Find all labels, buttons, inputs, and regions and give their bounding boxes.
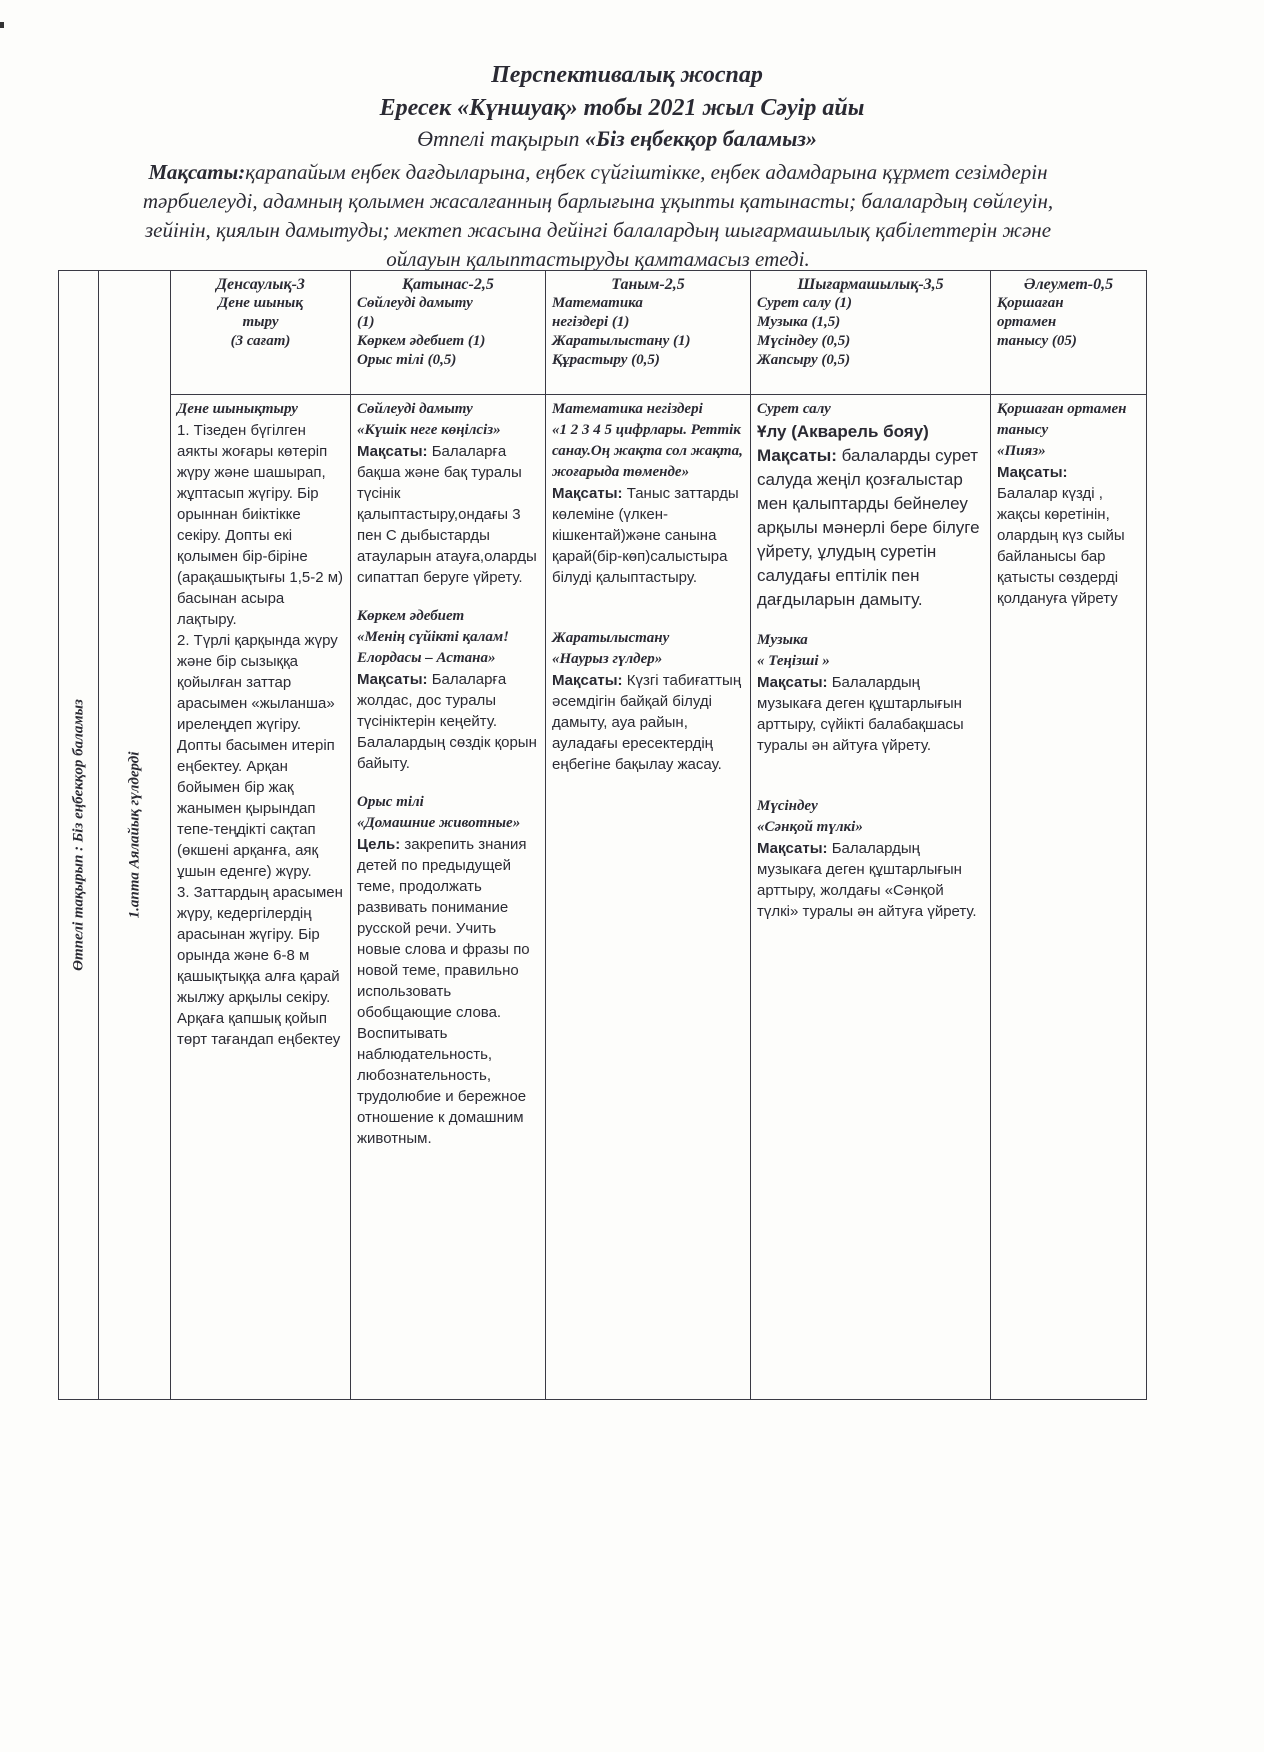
goal-label: Цель: [357,836,401,853]
goal-text: қарапайым еңбек дағдыларына, еңбек сүйгіштікке, еңбек адамдарына құрмет сезімдерін тәрбиелеуді, адамның қолымен жасалғанның барлығына ұқыпты қатынасты; балалардың сөйлеуін, зейінін, қиялын дамытуды; мектеп жасына дейінгі балалардың шығармашылық қабілеттерін және ойлауын қалыптастыруды қамтамасыз етеді. [142,160,1054,271]
goal-text: Балаларға бақша және бақ туралы түсінік қалыптастыру,ондағы 3 пен С дыбыстарды атауларын атауға,оларды сипаттап беруге үйрету. [357,443,537,586]
section-goal [997,462,1140,609]
goal-label: Мақсаты: [148,160,246,184]
section-goal [552,670,744,775]
section-title: «Пияз» [997,443,1046,459]
goal-text: Балалар күзді , жақсы көретінін, олардың күз сыйы байланысы бар қатысты сөздерді қолдануға үйрету [997,485,1125,607]
column-subjects: Қоршаған ортамен танысу (05) [997,295,1077,349]
week-vertical-cell [99,271,171,1400]
theme-vertical-label: Өтпелі тақырып : Біз еңбекқор баламыз [70,699,86,971]
theme-prefix: Өтпелі тақырып [417,126,586,151]
goal-paragraph [118,158,1078,274]
column-header-creativity [751,271,991,395]
section-heading: Сөйлеуді дамыту [357,401,473,417]
theme-line [0,124,1264,154]
section-goal [552,483,744,588]
goal-label: Мақсаты: [997,464,1068,481]
goal-label: Мақсаты: [357,443,428,460]
cell-social [991,395,1147,1400]
column-header-health [171,271,351,395]
goal-label: Мақсаты: [552,672,623,689]
section-title: «Наурыз гүлдер» [552,651,663,667]
document-title: Перспективалық жоспар [491,62,763,88]
section-heading: Математика негіздері [552,401,703,417]
scan-speck [0,22,4,28]
column-subjects: Сурет салу (1) Музыка (1,5) Мүсіндеу (0,5) Жапсыру (0,5) [757,295,853,368]
section-goal [757,444,984,612]
section-heading: Қоршаған ортамен танысу [997,401,1127,438]
column-subjects: Дене шынық тыру (3 сағат) [218,295,303,349]
goal-label: Мақсаты: [757,674,828,691]
goal-label: Мақсаты: [757,840,828,857]
section-goal [757,672,984,756]
section-title: «1 2 3 4 5 цифрлары. Реттік санау.Оң жақта сол жақта, жоғарыда төменде» [552,422,743,480]
goal-text: Күзгі табиғаттың әсемдігін байқай білуді дамыту, ауа райын, ауладағы ересектердің еңбегіне бақылау жасау. [552,672,742,773]
theme-vertical-cell [59,271,99,1400]
goal-label: Мақсаты: [552,485,623,502]
column-title: Қатынас-2,5 [402,276,494,293]
column-subjects: Сөйлеуді дамыту (1) Көркем әдебиет (1) Орыс тілі (0,5) [357,295,486,368]
section-heading: Көркем әдебиет [357,608,465,624]
section-heading: Орыс тілі [357,794,424,810]
cell-creativity [751,395,991,1400]
goal-text: балаларды сурет салуда жеңіл қозғалыстар мен қалыптарды бейнелеу арқылы мәнерлі бере білуге үйрету, ұлудың суретін салудағы ептілік пен дағдыларын дамыту. [757,446,980,609]
section-goal [357,669,539,774]
section-heading: Жаратылыстану [552,630,670,646]
document-subtitle: Ересек «Күншуақ» тобы 2021 жыл Сәуір айы [379,95,865,121]
column-header-social [991,271,1147,395]
cell-communication [351,395,546,1400]
section-title: «Менің сүйікті қалам! Елордасы – Астана» [357,629,509,666]
section-heading: Сурет салу [757,401,831,417]
document-header [0,58,1264,154]
cell-cognition [546,395,751,1400]
goal-label: Мақсаты: [757,446,837,465]
section-heading: Мүсіндеу [757,798,818,814]
column-title: Шығармашылық-3,5 [797,276,944,293]
column-header-cognition [546,271,751,395]
section-title: «Сәнқой түлкі» [757,819,863,835]
column-title: Денсаулық-3 [216,276,305,293]
plan-table [58,270,1147,1400]
cell-health [171,395,351,1400]
goal-text: Балаларға жолдас, дос туралы түсініктерін кеңейту. Балалардың сөздік қорын байыту. [357,671,537,772]
column-title: Таным-2,5 [611,276,685,293]
column-title: Әлеумет-0,5 [1023,276,1114,293]
section-title: Ұлу (Акварель бояу) [757,422,929,441]
section-text: 1. Тізеден бүгілген аякты жоғары көтеріп жүру және шашырап, жұптасып жүгіру. Бір орыннан биіктікке секіру. Допты екі қолымен бір-біріне (арақашықтығы 1,5-2 м) басынан асыра лақтыру. 2. Түрлі қарқында жүру және бір сызыққа қойылған заттар арасымен «жыланша» ирелеңдеп жүгіру. Допты басымен итеріп еңбектеу. Арқан бойымен бір жақ жанымен қырындап тепе-теңдікті сақтап (өкшені арқанға, аяқ ұшын еденге) жүру. 3. Заттардың арасымен жүру, кедергілердің арасынан жүгіру. Бір орында және 6-8 м қашықтыққа алға қарай жылжу арқылы секіру. Арқаға қапшық қойып төрт тағандап еңбектеу [177,422,344,1048]
goal-text: Балалардың музыкаға деген құштарлығын арттыру, сүйікті балабақшасы туралы ән айтуға үйрету. [757,674,964,754]
content-row [59,395,1147,1400]
goal-text: закрепить знания детей по предыдущей теме, продолжать развивать понимание русской речи. Учить новые слова и фразы по новой теме, правильно использовать обобщающие слова. Воспитывать наблюдательность, любознательность, трудолюбие и бережное отношение к домашним животным. [357,836,530,1147]
section-goal [757,838,984,922]
goal-text: Таныс заттарды көлеміне (үлкен-кішкентай)және санына қарай(бір-көп)салыстыра білуді қалыптастыру. [552,485,739,586]
section-heading: Дене шынықтыру [177,401,298,417]
section-title: « Теңізші » [757,653,830,669]
column-subjects: Математика негіздері (1) Жаратылыстану (1) Құрастыру (0,5) [552,295,691,368]
section-goal [357,441,539,588]
section-title: «Күшік неге көңілсіз» [357,422,501,438]
week-vertical-label: 1.апта Аялайық гүлдерді [126,751,142,919]
section-heading: Музыка [757,632,808,648]
section-goal [357,834,539,1149]
header-row [59,271,1147,395]
section-title: «Домашние животные» [357,815,521,831]
column-header-communication [351,271,546,395]
goal-label: Мақсаты: [357,671,428,688]
theme-name: «Біз еңбекқор баламыз» [585,126,817,151]
goal-text: Балалардың музыкаға деген құштарлығын арттыру, жолдағы «Сәнқой түлкі» туралы ән айтуға үйрету. [757,840,977,920]
